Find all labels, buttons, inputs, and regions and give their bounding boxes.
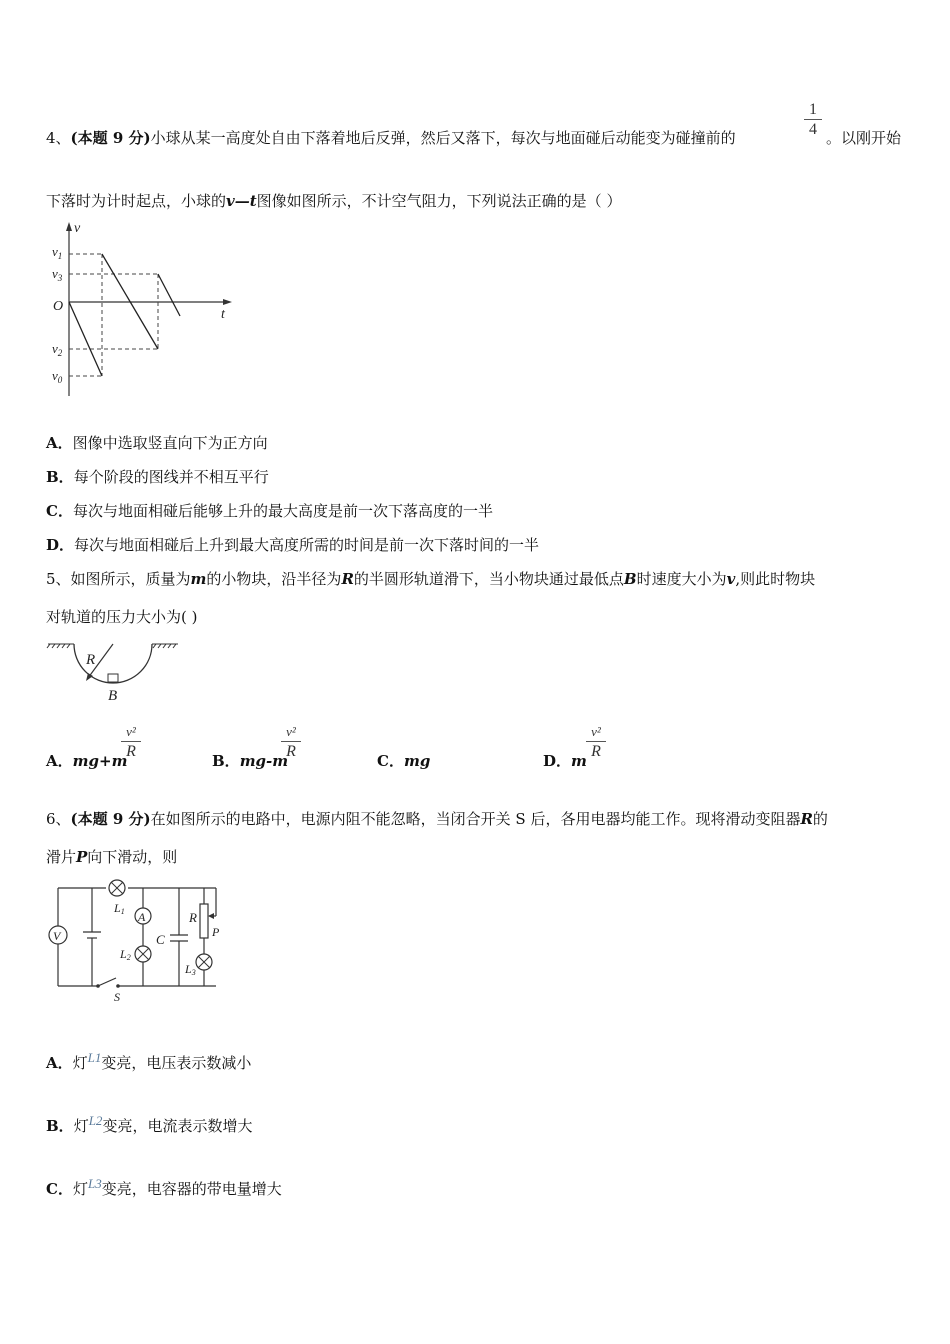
segment-3 [158,274,180,316]
q5-line1-mid1: 的小物块，沿半径为 [206,570,342,588]
lamp-l2-icon: L2 [88,1113,103,1128]
q4-opt-d-text: 每次与地面相碰后上升到最大高度所需的时间是前一次下落时间的一半 [74,536,540,554]
q4-option-b[interactable] [46,466,269,487]
q4-opt-d-letter: D． [46,536,75,554]
segment-1 [69,302,102,376]
q4-fraction-num: 1 [809,101,817,118]
q4-line-1-end [826,127,901,148]
q5-line1-post: ,则此时物块 [735,570,816,588]
rheostat [200,904,208,938]
q4-line2-pre: 下落时为计时起点，小球的 [46,192,227,210]
v1-label: $v_1$ [52,244,63,261]
q6-score: (本题 9 分) [70,810,151,828]
q5-opt-b-letter: B． [212,752,240,770]
q5-opt-c-expr: mg [403,752,431,770]
point-b-label: B [108,688,118,704]
origin-label: O [53,299,64,314]
q4-opt-a-letter: A． [46,434,73,452]
q5-option-d[interactable] [543,750,587,771]
q6-line2-post: 向下滑动，则 [87,848,178,866]
q4-number: 4、 [46,129,71,147]
q4-opt-a-text: 图像中选取竖直向下为正方向 [72,434,268,452]
q4-opt-c-letter: C． [46,502,73,520]
switch-label: S [114,990,120,1004]
ammeter-label: A [138,910,146,924]
q6-option-c[interactable] [46,1176,282,1199]
l3-label: L3 [185,962,196,977]
q5-option-c[interactable] [377,750,430,771]
q6-opt-a-letter: A． [46,1054,73,1072]
semicircle-track-figure [46,636,186,711]
q6-line1-post: 的 [812,810,828,828]
q5-line1-pre: 5、如图所示，质量为 [46,570,191,588]
q5-option-d-fraction [586,724,606,761]
q6-opt-a-text: 变亮，电压表示数减小 [101,1054,252,1072]
q6-opt-b-letter: B． [46,1117,74,1135]
v2-label: $v_2$ [52,341,63,358]
q5-line-2 [46,606,197,627]
lamp-l1-icon: L1 [87,1050,102,1065]
q6-opt-b-pre: 灯 [73,1117,89,1135]
q5-line-1 [46,568,815,589]
q6-opt-a-pre: 灯 [72,1054,88,1072]
block [108,674,118,682]
q5-opt-b-expr: mg-m [239,752,289,770]
q6-opt-c-pre: 灯 [72,1180,88,1198]
q5-line2: 对轨道的压力大小为( ) [46,608,198,626]
q6-R: R [800,810,813,828]
q5-line1-mid3: 时速度大小为 [636,570,727,588]
q6-option-a[interactable] [46,1050,251,1073]
q4-fraction-den: 4 [809,121,817,138]
switch-s [98,978,116,986]
q5-option-a[interactable] [46,750,127,771]
q6-line2-pre: 滑片 [46,848,77,866]
q4-line1-post: 。以刚开始 [826,129,902,147]
rheostat-label: R [189,910,197,925]
q5-opt-a-expr: mg+m [72,752,128,770]
q4-opt-b-letter: B． [46,468,74,486]
q6-P: P [76,848,88,866]
slider-p [208,913,214,919]
q6-opt-c-text: 变亮，电容器的带电量增大 [101,1180,282,1198]
q4-option-c[interactable] [46,500,493,521]
slider-label: P [212,925,220,939]
q4-option-d[interactable] [46,534,539,555]
l1-label: L1 [114,901,125,916]
vt-graph [46,218,246,403]
q6-text: 在如图所示的电路中，电源内阻不能忽略，当闭合开关 S 后，各用电器均能工作。现将滑动变阻器 [150,810,801,828]
q5-opt-d-num: v² [591,724,601,739]
v0-label: $v_0$ [52,368,63,385]
q4-opt-c-text: 每次与地面相碰后能够上升的最大高度是前一次下落高度的一半 [72,502,493,520]
q4-line-2 [46,190,621,211]
q5-line1-mid2: 的半圆形轨道滑下，当小物块通过最低点 [353,570,624,588]
q5-option-b[interactable] [212,750,288,771]
circuit-diagram [46,876,226,1006]
q5-m: m [190,570,207,588]
axis-v-label: v [74,221,81,236]
q5-R: R [341,570,354,588]
l2-label: L2 [120,947,131,962]
q6-number: 6、 [46,810,71,828]
q5-opt-b-num: v² [286,724,296,739]
lamp-l3-icon: L3 [87,1176,102,1191]
q5-opt-c-letter: C． [377,752,404,770]
q5-opt-d-expr: m [571,752,587,770]
axis-t-label: t [221,307,225,322]
voltmeter-label: V [53,929,61,943]
v-axis-arrow [66,222,72,231]
q6-option-b[interactable] [46,1113,252,1136]
q4-text: 小球从某一高度处自由下落着地后反弹，然后又落下，每次与地面碰后动能变为碰撞前的 [150,129,736,147]
q5-opt-b-den: R [286,743,296,760]
q5-option-b-fraction [281,724,301,761]
radius-label: R [86,652,96,668]
q5-B: B [623,570,637,588]
q6-opt-b-text: 变亮，电流表示数增大 [102,1117,253,1135]
q5-opt-d-den: R [591,743,601,760]
q5-opt-a-letter: A． [46,752,73,770]
q4-option-a[interactable] [46,432,268,453]
q4-opt-b-text: 每个阶段的图线并不相互平行 [73,468,269,486]
q4-line2-post: 图像如图所示，不计空气阻力，下列说法正确的是（ ） [256,192,622,210]
q5-v: v [726,570,736,588]
q5-opt-a-num: v² [126,724,136,739]
q6-line-2 [46,846,177,867]
q5-opt-a-den: R [126,743,136,760]
q4-score: (本题 9 分) [70,129,151,147]
q5-opt-d-letter: D． [543,752,572,770]
t-axis-arrow [223,299,232,305]
q6-line-1 [46,808,828,829]
v3-label: $v_3$ [52,266,63,283]
q5-option-a-fraction [121,724,141,761]
q4-line-1 [46,127,736,148]
q4-vt-var: v—t [226,192,257,210]
q4-fraction [804,102,822,139]
q6-opt-c-letter: C． [46,1180,73,1198]
capacitor-label: C [156,932,165,947]
